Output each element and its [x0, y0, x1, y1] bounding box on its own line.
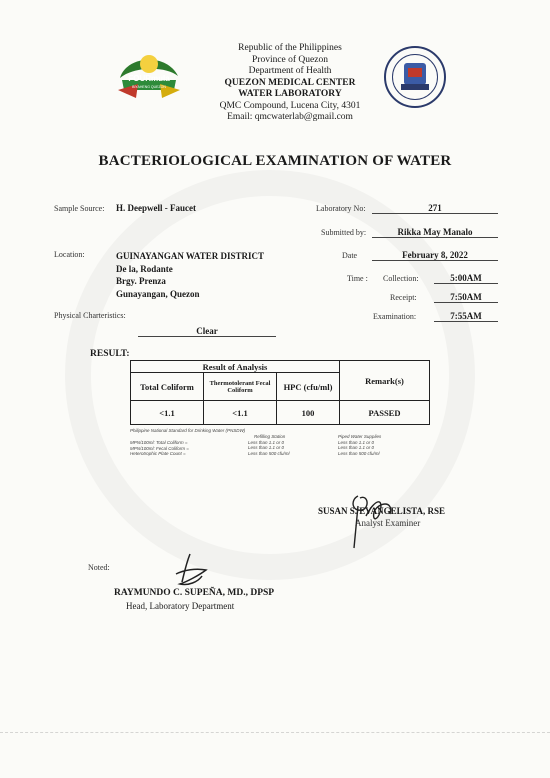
date-value: February 8, 2022 [372, 250, 498, 261]
location-line: Gunayangan, Quezon [116, 288, 200, 299]
location-line: Brgy. Prenza [116, 276, 166, 286]
value-total-coliform: <1.1 [131, 401, 204, 425]
physical-label: Physical Charteristics: [54, 311, 126, 320]
lab-no-label: Laboratory No: [316, 204, 366, 213]
col-total-coliform: Total Coliform [131, 373, 204, 401]
center-text: QUEZON MEDICAL CENTER [224, 77, 356, 88]
value-fecal-coliform: <1.1 [204, 401, 277, 425]
piped-row: Less than 1.1 or 0 [338, 445, 375, 450]
standards-rows [130, 440, 189, 457]
location-line: GUINAYANGAN WATER DISTRICT [116, 251, 265, 261]
email-text: Email: qmcwaterlab@gmail.com [227, 112, 353, 122]
examiner-title: Analyst Examiner [355, 518, 421, 528]
refilling-title: Refilling Station [254, 434, 286, 439]
location-label: Location: [54, 250, 85, 259]
location-block [116, 250, 264, 300]
standard-row: MPN/100ml: Fecal Coliform = [130, 445, 189, 451]
collection-label: Collection: [383, 274, 419, 283]
noted-name: RAYMUNDO C. SUPEÑA, MD., DPSP [114, 588, 275, 598]
value-hpc: 100 [277, 401, 340, 425]
result-group-header: Result of Analysis [131, 361, 340, 373]
piped-row: Less than 1.1 or 0 [338, 439, 375, 445]
document-title: BACTERIOLOGICAL EXAMINATION OF WATER [98, 153, 452, 169]
republic-text: Republic of the Philippines [238, 43, 342, 53]
col-hpc: HPC (cfu/ml) [277, 373, 340, 401]
fourmula-logo [116, 48, 182, 102]
standard-row: Heterotrophic Plate Count = [130, 451, 186, 456]
refilling-standards [248, 434, 290, 456]
submitted-label: Submitted by: [321, 228, 367, 237]
sample-source-value: H. Deepwell - Faucet [116, 203, 196, 213]
piped-standards [338, 434, 381, 456]
value-remarks: PASSED [340, 401, 430, 425]
col-fecal-coliform: Thermotolerant Fecal Coliform [204, 373, 277, 401]
lab-text: WATER LABORATORY [238, 89, 342, 99]
head-signature [172, 552, 212, 593]
location-line: De la, Rodante [116, 263, 173, 274]
exam-value: 7:55AM [434, 311, 498, 322]
piped-row: Less than 500 cfu/ml [338, 450, 380, 456]
result-table [130, 360, 430, 425]
logo-subtext: BIYAHENG QUEZON [132, 85, 166, 89]
sample-source-label: Sample Source: [54, 204, 105, 213]
noted-title: Head, Laboratory Department [126, 601, 235, 611]
collection-value: 5:00AM [434, 273, 498, 284]
refilling-row: Less than 500 cfu/ml [248, 450, 290, 456]
logo-wordmark: FOURmula [128, 74, 170, 83]
address-text: QMC Compound, Lucena City, 4301 [219, 100, 361, 111]
department-text: Department of Health [248, 66, 332, 76]
refilling-row: Less than 1.1 or 0 [248, 439, 285, 445]
fold-line [0, 732, 550, 733]
lab-no-value: 271 [372, 203, 498, 214]
exam-label: Examination: [373, 312, 417, 321]
piped-title: Piped Water Supplies [338, 434, 382, 439]
refilling-row: Less than 1.1 or 0 [248, 445, 285, 450]
province-text: Province of Quezon [252, 54, 328, 65]
result-label: RESULT: [90, 349, 130, 359]
standard-row: MPN/100ml: Total Coliform = [130, 440, 188, 445]
noted-label: Noted: [88, 563, 110, 572]
date-label: Date [342, 251, 358, 260]
letterhead [180, 43, 400, 124]
examiner-name: SUSAN S. EVANGELISTA, RSE [318, 506, 445, 516]
physical-value: Clear [138, 326, 276, 337]
receipt-value: 7:50AM [434, 292, 498, 303]
col-remarks: Remark(s) [340, 361, 430, 401]
standards-title: Philippine National Standard for Drinking Water (PNSDW) [130, 428, 246, 433]
submitted-value: Rikka May Manalo [372, 227, 498, 238]
receipt-label: Receipt: [390, 293, 417, 302]
time-label: Time : [347, 274, 368, 283]
